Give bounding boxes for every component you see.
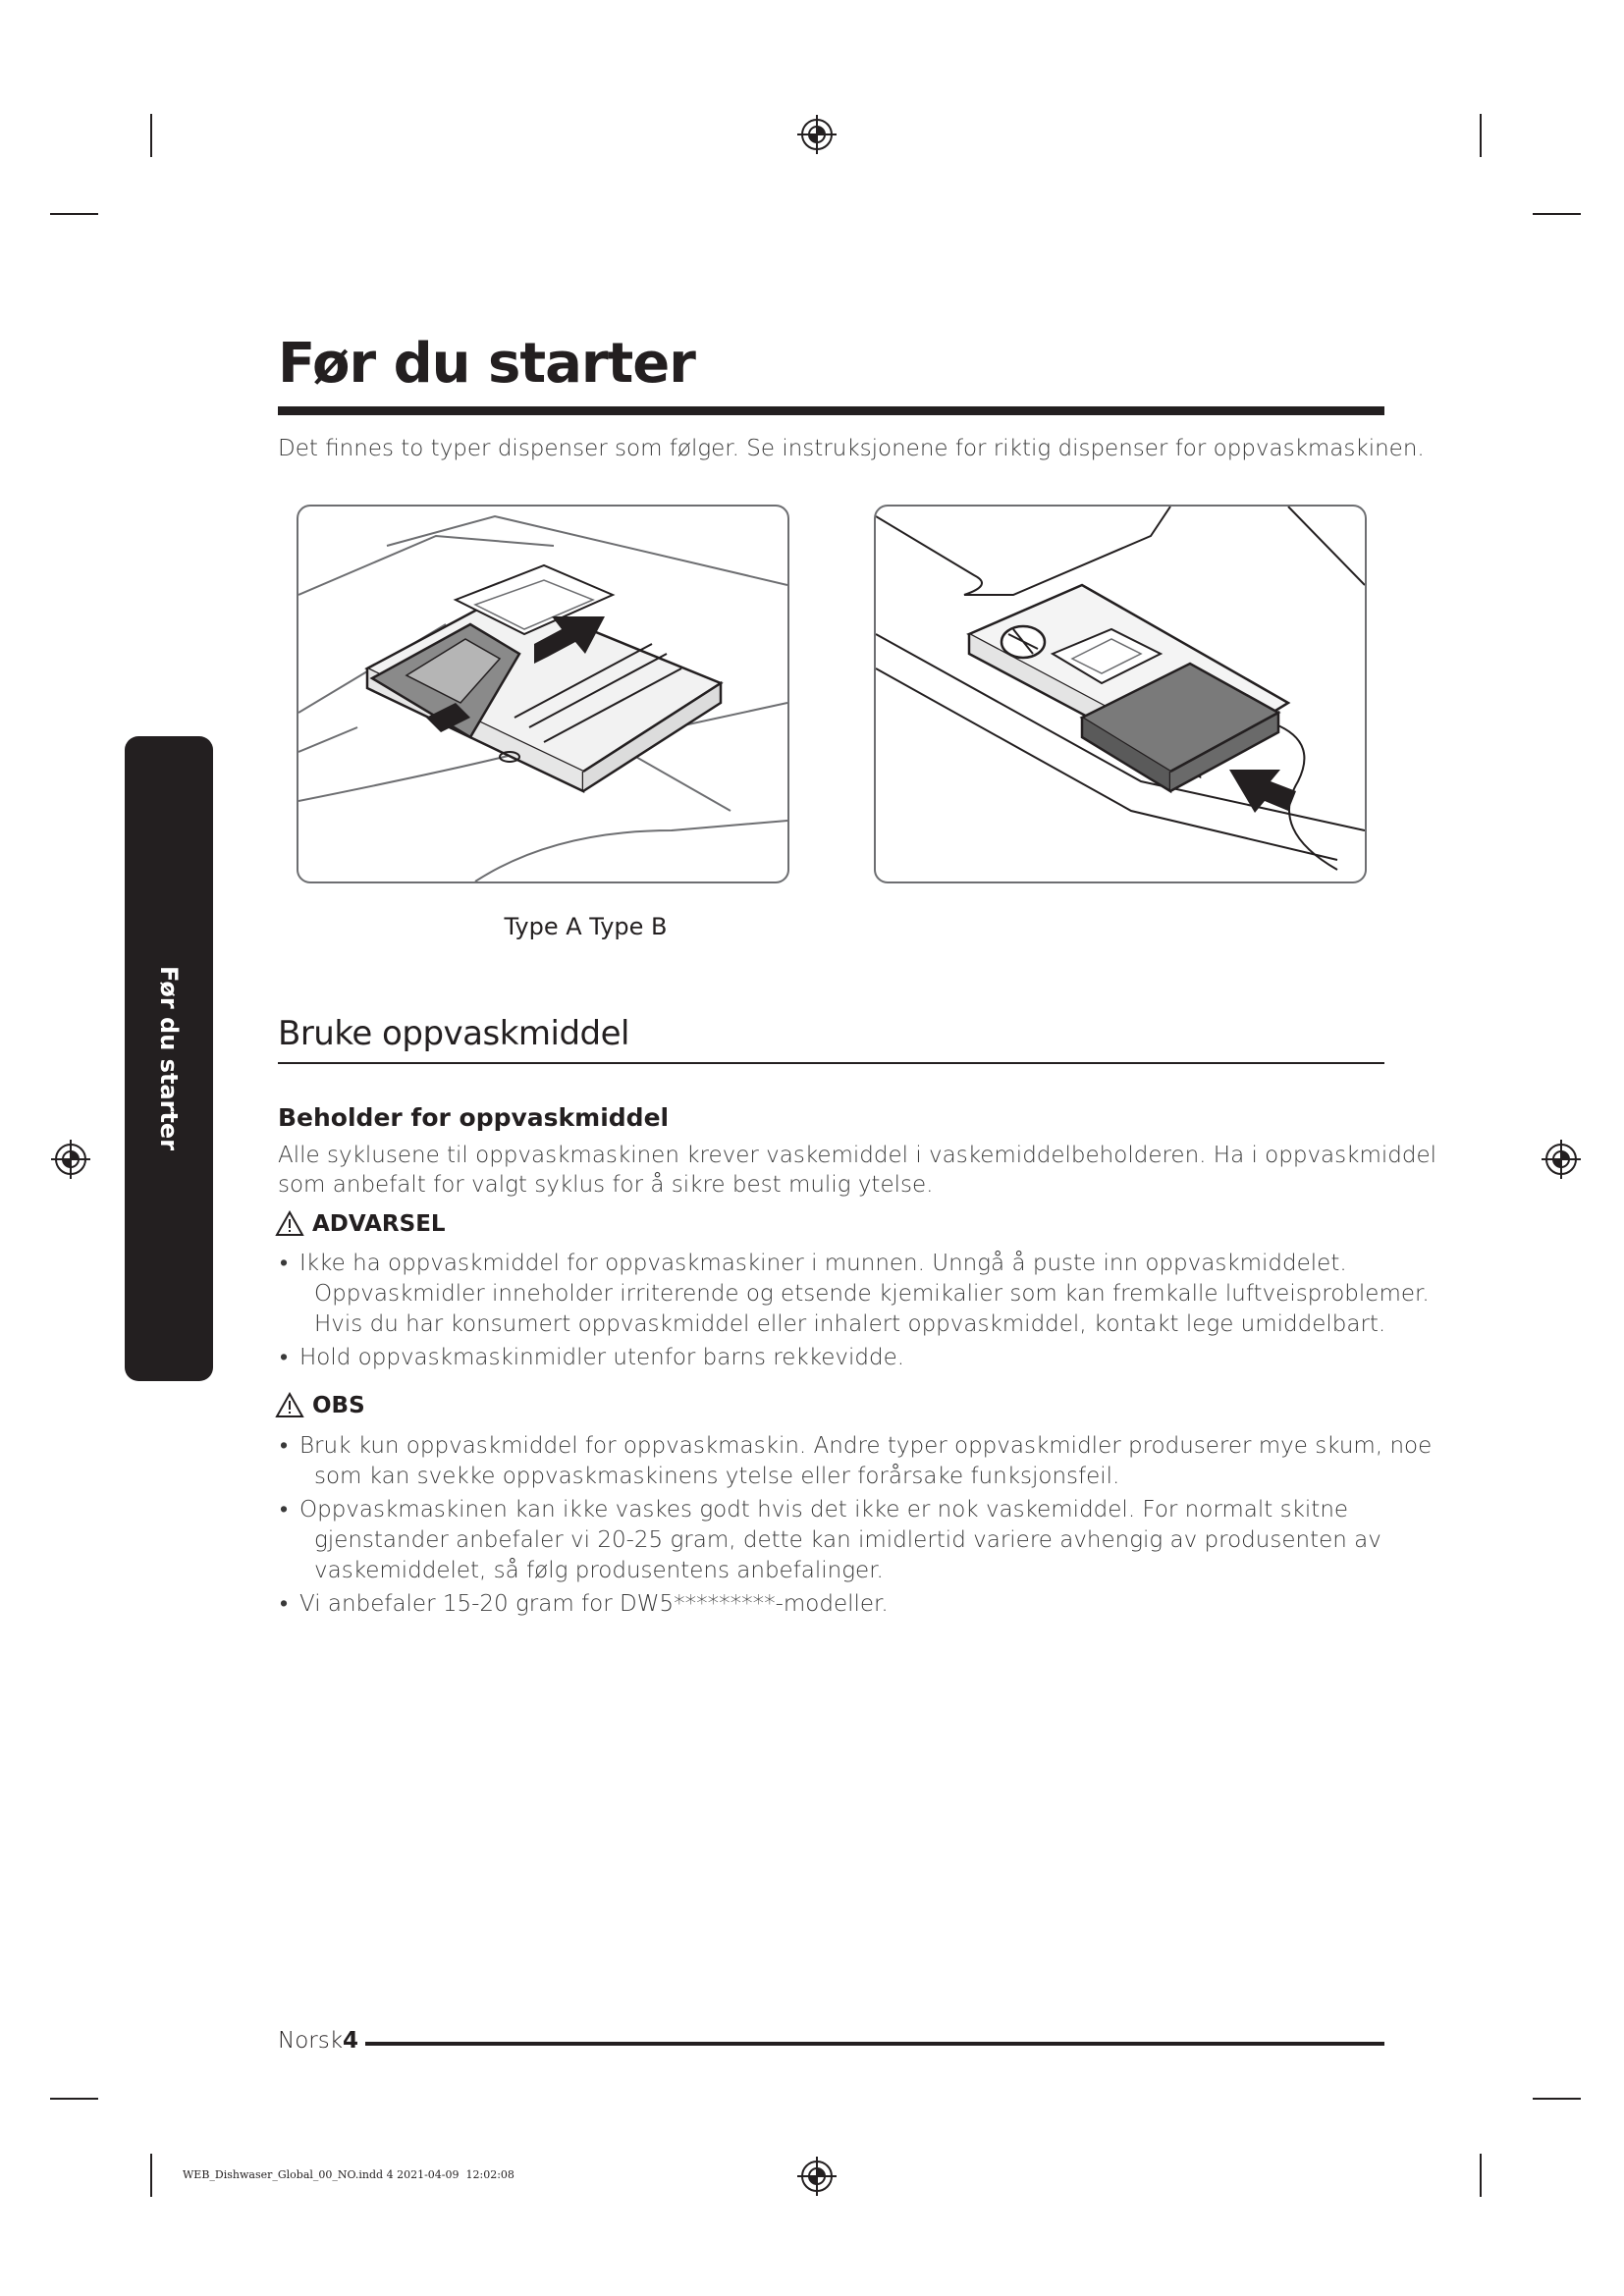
- list-item-text: Vi anbefaler 15-20 gram for DW5*********-modeller.: [299, 1591, 889, 1617]
- list-item-text: Oppvaskmidler inneholder irriterende og etsende kjemikalier som kan fremkalle luftveisproblemer.: [314, 1281, 1430, 1307]
- dispenser-type-b-illustration: [876, 507, 1365, 881]
- caution-label: OBS: [312, 1392, 365, 1418]
- footer-language: Norsk: [278, 2028, 344, 2054]
- crop-mark: [1533, 2098, 1581, 2100]
- page-title: Før du starter: [278, 332, 695, 396]
- page-footer: [278, 2028, 358, 2054]
- list-item: • Ikke ha oppvaskmiddel for oppvaskmaskiner i munnen. Unngå å puste inn oppvaskmiddelet. Oppvaskmidler inneholder irriterende og etsende kjemikalier som kan fremkalle luftveisproblemer. Hvis du har konsumert oppvaskmiddel eller inhalert oppvaskmiddel, kontakt lege umiddelbart.: [278, 1249, 1430, 1340]
- list-item: • Hold oppvaskmaskinmidler utenfor barns rekkevidde.: [280, 1345, 905, 1370]
- figure-type-a: [297, 505, 789, 883]
- intro-text: Det finnes to typer dispenser som følger. Se instruksjonene for riktig dispenser for oppvaskmaskinen.: [278, 436, 1425, 461]
- list-item: • Bruk kun oppvaskmiddel for oppvaskmaskin. Andre typer oppvaskmidler produserer mye skum, noe som kan svekke oppvaskmaskinens ytelse eller forårsake funksjonsfeil.: [278, 1431, 1432, 1492]
- side-section-tab: [125, 736, 213, 1381]
- title-rule: [278, 406, 1384, 415]
- warning-label: ADVARSEL: [312, 1210, 446, 1237]
- crop-mark: [150, 114, 152, 157]
- crop-mark: [1480, 114, 1482, 157]
- list-item-text: Oppvaskmaskinen kan ikke vaskes godt hvis det ikke er nok vaskemiddel. For normalt skitne: [299, 1497, 1349, 1522]
- warning-list: [278, 1249, 1430, 1373]
- list-item: • Vi anbefaler 15-20 gram for DW5*********-modeller.: [280, 1591, 889, 1617]
- warning-triangle-icon: [275, 1392, 304, 1418]
- caution-list: [278, 1431, 1432, 1620]
- footer-rule: [365, 2042, 1384, 2046]
- registration-mark-icon: [797, 2157, 837, 2196]
- side-tab-label: Før du starter: [155, 965, 183, 1151]
- crop-mark: [50, 213, 98, 215]
- list-item-text: Hold oppvaskmaskinmidler utenfor barns rekkevidde.: [299, 1345, 905, 1370]
- figure-caption: Type A Type B: [504, 913, 668, 940]
- registration-mark-icon: [797, 115, 837, 154]
- registration-mark-icon: [1542, 1140, 1581, 1179]
- caution-heading: [275, 1392, 365, 1418]
- arrow-icon: [1229, 770, 1296, 813]
- print-slug: WEB_Dishwaser_Global_00_NO.indd 4 2021-04-09 ￼ 12:02:08: [183, 2168, 514, 2181]
- list-item-text: gjenstander anbefaler vi 20-25 gram, dette kan imidlertid variere avhengig av produsenten av: [314, 1527, 1381, 1553]
- crop-mark: [150, 2154, 152, 2197]
- warning-triangle-icon: [275, 1210, 304, 1237]
- subsection-heading: Beholder for oppvaskmiddel: [278, 1103, 670, 1132]
- body-text-line: Alle syklusene til oppvaskmaskinen krever vaskemiddel i vaskemiddelbeholderen. Ha i oppvaskmiddel: [278, 1143, 1436, 1168]
- section-rule: [278, 1062, 1384, 1064]
- warning-heading: [275, 1210, 446, 1237]
- figure-type-b: [874, 505, 1367, 883]
- crop-mark: [1480, 2154, 1482, 2197]
- list-item-text: Ikke ha oppvaskmiddel for oppvaskmaskiner i munnen. Unngå å puste inn oppvaskmiddelet.: [299, 1251, 1347, 1276]
- list-item: • Oppvaskmaskinen kan ikke vaskes godt hvis det ikke er nok vaskemiddel. For normalt skitne gjenstander anbefaler vi 20-25 gram, dette kan imidlertid variere avhengig av produsenten av vaskemiddelet, så følg produsentens anbefalinger.: [278, 1495, 1432, 1586]
- page-number: 4: [343, 2028, 359, 2054]
- section-heading: Bruke oppvaskmiddel: [278, 1014, 629, 1053]
- dispenser-type-a-illustration: [298, 507, 787, 881]
- list-item-text: Hvis du har konsumert oppvaskmiddel eller inhalert oppvaskmiddel, kontakt lege umiddelbart.: [314, 1311, 1386, 1337]
- list-item-text: vaskemiddelet, så følg produsentens anbefalinger.: [314, 1558, 884, 1583]
- crop-mark: [1533, 213, 1581, 215]
- registration-mark-icon: [51, 1140, 90, 1179]
- body-text-line: som anbefalt for valgt syklus for å sikre best mulig ytelse.: [278, 1172, 934, 1198]
- crop-mark: [50, 2098, 98, 2100]
- list-item-text: Bruk kun oppvaskmiddel for oppvaskmaskin. Andre typer oppvaskmidler produserer mye skum, noe: [299, 1433, 1433, 1459]
- list-item-text: som kan svekke oppvaskmaskinens ytelse eller forårsake funksjonsfeil.: [314, 1464, 1120, 1489]
